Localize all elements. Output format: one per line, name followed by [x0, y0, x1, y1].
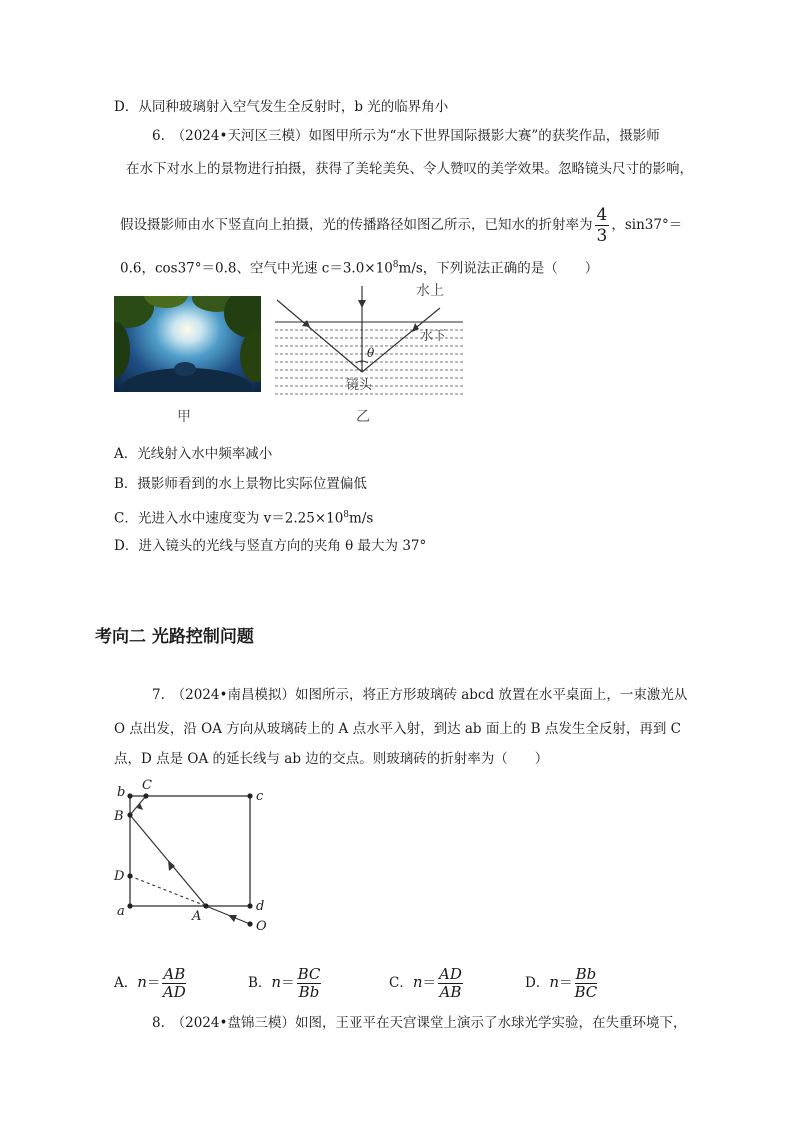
point-c-label: c — [256, 789, 264, 804]
q6-option-b: B．摄影师看到的水上景物比实际位置偏低 — [114, 476, 367, 492]
point-d-label: d — [256, 899, 265, 914]
q7-option-d-fraction — [575, 966, 598, 1001]
q7-option-a — [114, 962, 186, 1003]
q6-stem-line1: 6. （2024•天河区三模）如图甲所示为“水下世界国际摄影大赛”的获奖作品，摄影师 — [152, 128, 660, 144]
extension-line-ad — [130, 876, 206, 906]
q7-stem-line1: 7. （2024•南昌模拟）如图所示，将正方形玻璃砖 abcd 放置在水平桌面上，一束激光从 — [152, 687, 688, 703]
q6-stem-line4 — [120, 255, 598, 279]
q7-stem-line2: O 点出发，沿 OA 方向从玻璃砖上的 A 点水平入射，到达 ab 面上的 B 点发生全反射，再到 C — [114, 721, 681, 737]
q7-option-b-n: n — [271, 973, 282, 991]
q7-option-c-fraction — [438, 966, 463, 1001]
q7-option-d-n: n — [549, 973, 559, 991]
point-B-label: B — [114, 809, 124, 824]
point-b-label: b — [117, 785, 126, 800]
q6-frac-num: 4 — [596, 205, 608, 225]
q6-stem-line4-post: m/s，下列说法正确的是（ ） — [398, 260, 599, 277]
q7-option-c-n: n — [412, 973, 423, 991]
refraction-diagram — [270, 280, 470, 400]
q6-stem-line3 — [120, 205, 682, 246]
q6-option-c-exp: 8 — [343, 510, 350, 520]
q7-option-b-den: Bb — [298, 983, 320, 1001]
q7-stem-line3: 点，D 点是 OA 的延长线与 ab 边的交点。则玻璃砖的折射率为（ ） — [114, 751, 549, 767]
q7-option-d-num: Bb — [575, 965, 597, 983]
q7-option-c-letter: C． — [389, 975, 413, 991]
q7-option-a-letter: A． — [114, 975, 138, 991]
label-lens: 镜头 — [346, 378, 373, 393]
q7-option-b — [248, 962, 321, 1003]
label-below-water: 水下 — [420, 329, 447, 344]
q6-stem-line3-text: 假设摄影师由水下竖直向上拍摄，光的传播路径如图乙所示，已知水的折射率为 — [120, 217, 593, 233]
q6-stem-line4-exp: 8 — [392, 260, 399, 270]
q7-option-a-den: AD — [162, 983, 186, 1001]
label-above-water: 水上 — [416, 283, 444, 299]
section-heading: 考向二 光路控制问题 — [95, 627, 254, 647]
point-O-label: O — [256, 919, 267, 934]
q7-option-b-letter: B． — [248, 975, 272, 991]
q7-option-c-den: AB — [439, 983, 462, 1001]
left-ray — [277, 300, 362, 372]
q7-option-c-num: AD — [439, 965, 462, 983]
q7-option-b-num: BC — [297, 965, 321, 983]
ray-ab — [130, 815, 206, 906]
q7-option-b-fraction — [297, 966, 322, 1001]
q7-option-a-n: n — [137, 973, 147, 991]
q6-frac-den: 3 — [596, 226, 608, 246]
q6-refractive-index-fraction — [595, 205, 610, 246]
glass-brick-diagram — [108, 775, 280, 935]
figure-jia-caption: 甲 — [177, 409, 191, 425]
q6-option-c-post: m/s — [349, 510, 374, 527]
q5-option-d: D．从同种玻璃射入空气发生全反射时，b 光的临界角小 — [114, 99, 449, 115]
laser-arrowheads — [137, 803, 237, 922]
ray-bc — [130, 796, 146, 815]
q7-option-d-letter: D． — [525, 975, 550, 991]
q6-stem-line3-tail: ，sin37°＝ — [611, 217, 683, 233]
q7-option-b-eq: ＝ — [281, 975, 295, 991]
point-a-label: a — [117, 904, 125, 919]
q7-option-d-eq: ＝ — [559, 975, 573, 991]
ray-arrowheads — [302, 300, 419, 332]
q7-option-c — [389, 962, 463, 1003]
laser-path — [130, 796, 250, 924]
q7-option-d — [525, 962, 597, 1003]
underwater-photo-image — [114, 296, 261, 392]
figure-yi-caption: 乙 — [356, 409, 370, 425]
q6-stem-line4-pre: 0.6，cos37°＝0.8、空气中光速 c＝3.0×10 — [120, 260, 393, 277]
q7-option-a-num: AB — [163, 965, 186, 983]
q7-option-a-fraction — [162, 966, 186, 1001]
point-A-label: A — [192, 909, 202, 924]
q6-option-c-pre: C．光进入水中速度变为 v＝2.25×10 — [114, 510, 344, 527]
q7-option-c-eq: ＝ — [422, 975, 437, 991]
square-abcd — [130, 796, 250, 906]
q6-stem-line2: 在水下对水上的景物进行拍摄，获得了美轮美奂、令人赞叹的美学效果。忽略镜头尺寸的影响， — [126, 161, 693, 177]
q8-stem-line1: 8. （2024•盘锦三模）如图，王亚平在天宫课堂上演示了水球光学实验，在失重环境下， — [152, 1015, 687, 1031]
q6-option-d: D．进入镜头的光线与竖直方向的夹角 θ 最大为 37° — [114, 538, 427, 554]
q7-option-d-den: BC — [574, 983, 598, 1001]
q6-option-a: A．光线射入水中频率减小 — [114, 446, 273, 462]
theta-label: θ — [367, 346, 375, 360]
q7-option-a-eq: ＝ — [146, 975, 161, 991]
point-c-upper-label: C — [142, 778, 152, 793]
point-D-label: D — [114, 869, 125, 884]
q6-option-c — [114, 505, 373, 529]
